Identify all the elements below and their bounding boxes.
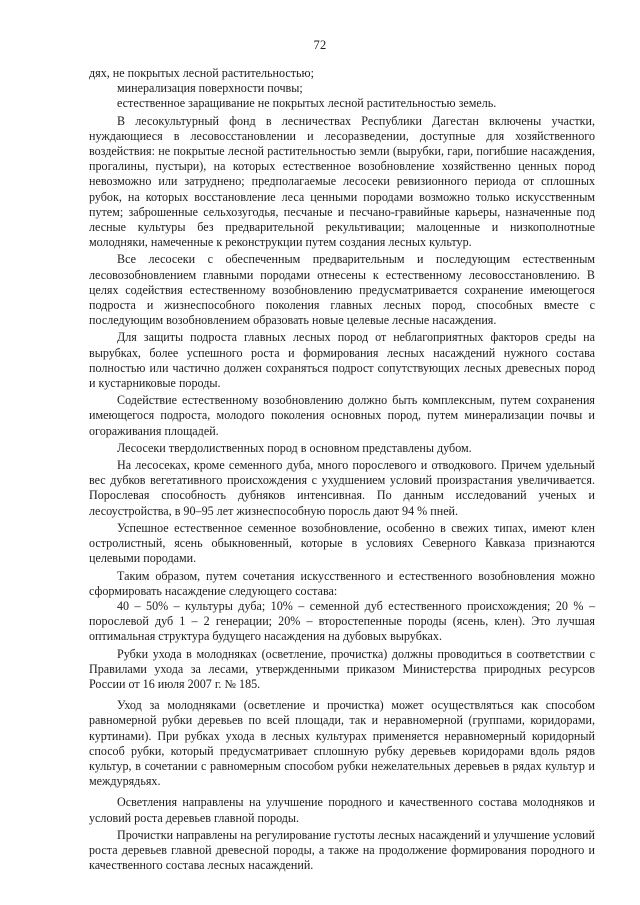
paragraph: В лесокультурный фонд в лесничествах Республики Дагестан включены участки, нуждающиеся в лесовосстановлении и лесоразведении, доступные для хозяйственного воздействия: не покрытые лесной растительностью земли (вырубки, гари, погибшие насаждения, прогалины, пустыри), на которых естественное возобновление хозяйственно ценных пород невозможно или затруднено; предполагаемые лесосеки ревизионного периода от сплошных рубок, на которых восстановление леса ценными породами возможно только искусственным путем; заброшенные сельхозугодья, песчаные и песчано-гравийные карьеры, назначенные под лесные культуры без предварительной рекультивации; малоценные и низкополнотные молодняки, намеченные к реконструкции путем создания лесных культур.: [89, 113, 595, 250]
paragraph: На лесосеках, кроме семенного дуба, много порослевого и отводкового. Причем удельный вес дубков вегетативного происхождения с ухудшением условий произрастания увеличивается. Порослевая способность дубняков интенсивная. По данным исследований ученых и лесоустройства, в 90–95 лет жизнеспособную поросль дают 94 % пней.: [89, 458, 595, 518]
paragraph: Лесосеки твердолиственных пород в основном представлены дубом.: [117, 440, 472, 455]
paragraph: 40 – 50% – культуры дуба; 10% – семенной дуб естественного происхождения; 20 % – порослевой дуб 1 – 2 генерации; 20% – второстепенные породы (ясень, клен). Это лучшая оптимальная структура будущего насаждения на дубовых вырубках.: [89, 598, 595, 644]
paragraph: Рубки ухода в молодняках (осветление, прочистка) должны проводиться в соответствии с Правилами ухода за лесами, утвержденными приказом Министерства природных ресурсов России от 16 июля 2007 г. № 185.: [89, 646, 595, 691]
paragraph: дях, не покрытых лесной растительностью;: [89, 66, 314, 80]
paragraph: Содействие естественному возобновлению должно быть комплексным, путем сохранения имеющегося подроста, молодого поколения основных пород, путем минерализации почвы и огораживания площадей.: [89, 393, 595, 438]
paragraph: минерализация поверхности почвы;: [117, 81, 303, 96]
paragraph: Все лесосеки с обеспеченным предварительным и последующим естественным лесовозобновлением главными породами отнесены к естественному лесовосстановлению. В целях содействия естественному возобновлению предусматривается сохранение имеющегося подроста и жизнеспособного поколения главных лесных пород, способных вместе с последующим возобновлением образовать новые целевые лесные насаждения.: [89, 252, 595, 328]
document-body: [89, 66, 595, 873]
paragraph: Таким образом, путем сочетания искусственного и естественного возобновления можно сформировать насаждение следующего состава:: [89, 568, 595, 598]
page-number: 72: [313, 38, 327, 52]
paragraph: Успешное естественное семенное возобновление, особенно в свежих типах, имеют клен остролистный, ясень обыкновенный, которые в условиях Северного Кавказа признаются целевыми породами.: [89, 520, 595, 566]
paragraph: Уход за молодняками (осветление и прочистка) может осуществляться как способом равномерной рубки деревьев по всей площади, так и неравномерной (группами, коридорами, куртинами). При рубках ухода в лесных культурах применяется неравномерный коридорный способ рубки, который предусматривает сплошную рубку деревьев коридорами вдоль рядов культур, в сочетании с равномерным способом рубки нежелательных деревьев в рядах культур и междурядьях.: [89, 698, 595, 789]
paragraph: Прочистки направлены на регулирование густоты лесных насаждений и улучшение условий роста деревьев главной древесной породы, а также на продолжение формирования породного и качественного состава лесных насаждений.: [89, 827, 595, 873]
paragraph: Осветления направлены на улучшение породного и качественного состава молодняков и условий роста деревьев главной породы.: [89, 795, 595, 825]
paragraph: Для защиты подроста главных лесных пород от неблагоприятных факторов среды на вырубках, более успешного роста и формирования лесных насаждений нужного состава полностью или частично должен сохраняться подрост сопутствующих лесных древесных пород и кустарниковые породы.: [89, 330, 595, 391]
paragraph: естественное заращивание не покрытых лесной растительностью земель.: [117, 96, 497, 111]
